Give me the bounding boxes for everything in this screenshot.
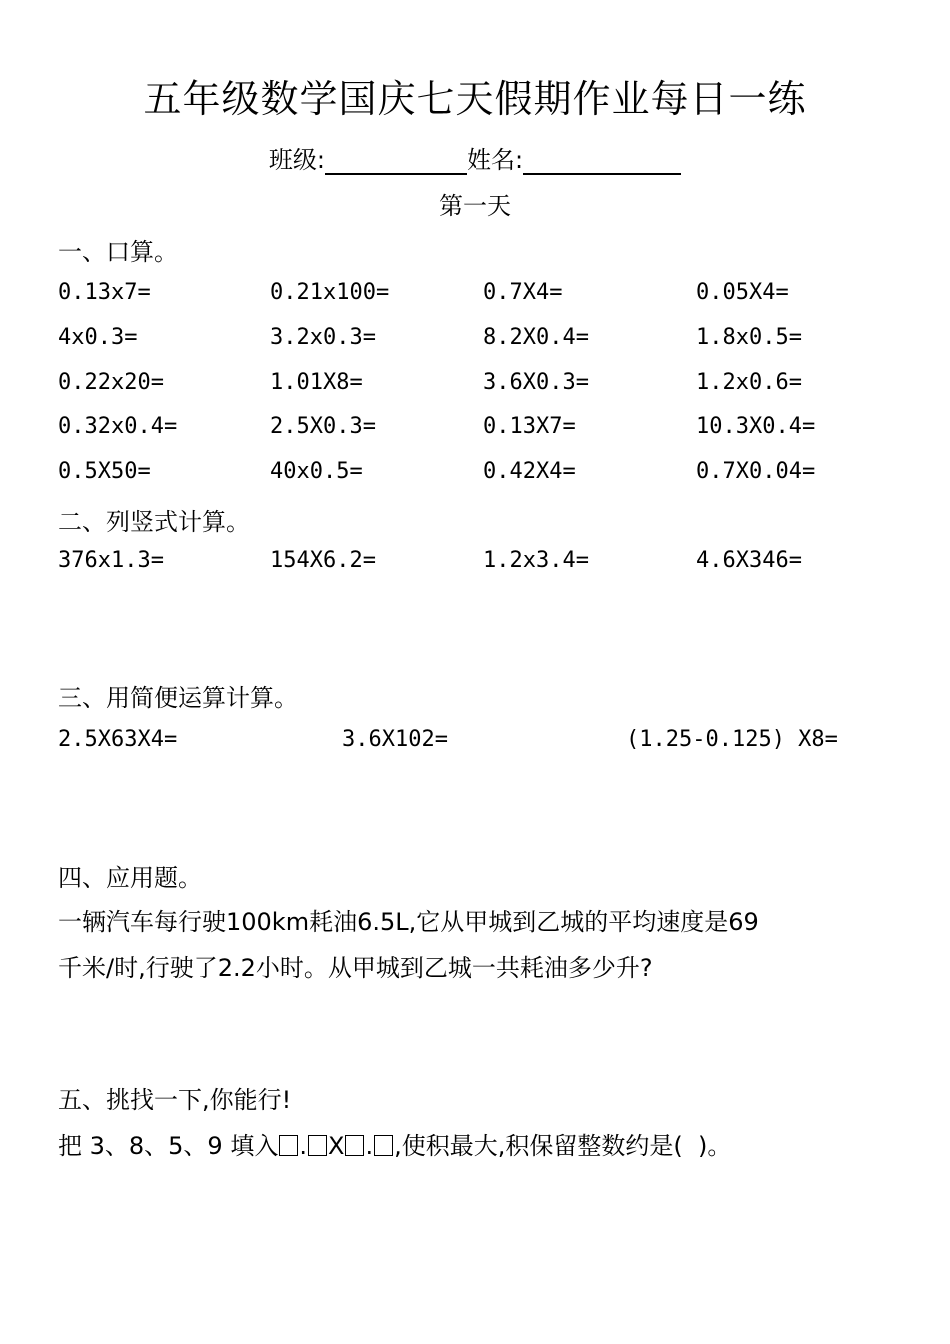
day-label: 第一天 [439,192,511,220]
vertical-problem: 4.6X346= [696,548,802,573]
simplify-problem: (1.25-0.125) X8= [626,727,838,752]
oral-problem: 3.2x0.3= [270,325,376,350]
class-label: 班级: [268,146,325,174]
oral-problem: 0.13X7= [483,414,576,439]
oral-problem: 0.21x100= [270,280,390,305]
oral-problem: 4x0.3= [58,325,138,350]
page-title: 五年级数学国庆七天假期作业每日一练 [143,77,807,121]
simplify-problem: 2.5X63X4= [58,727,178,752]
digit-box[interactable] [345,1135,364,1156]
oral-problem: 10.3X0.4= [696,414,816,439]
oral-problem: 0.7X4= [483,280,563,305]
vertical-problem: 376x1.3= [58,548,164,573]
name-blank[interactable] [523,147,681,175]
oral-problem: 1.8x0.5= [696,325,802,350]
digit-box[interactable] [308,1135,327,1156]
decimal-point: . [299,1132,307,1160]
section2-heading: 二、列竖式计算。 [58,508,250,536]
student-info-line [0,140,950,175]
section1-heading: 一、口算。 [58,238,178,266]
oral-problem: 0.5X50= [58,459,151,484]
oral-problem: 0.05X4= [696,280,789,305]
oral-problem: 2.5X0.3= [270,414,376,439]
section3-heading: 三、用简便运算计算。 [58,684,298,712]
section4-heading: 四、应用题。 [58,864,202,892]
digit-box[interactable] [374,1135,393,1156]
puzzle-line [58,1126,731,1161]
vertical-problem: 154X6.2= [270,548,376,573]
section5-heading: 五、挑找一下,你能行! [58,1086,292,1114]
oral-problem: 8.2X0.4= [483,325,589,350]
simplify-problem: 3.6X102= [342,727,448,752]
oral-problem: 1.01X8= [270,370,363,395]
oral-problem: 0.7X0.04= [696,459,816,484]
oral-problem: 40x0.5= [270,459,363,484]
oral-problem: 3.6X0.3= [483,370,589,395]
decimal-point: . [365,1132,374,1160]
digit-box[interactable] [279,1135,298,1156]
oral-problem: 0.32x0.4= [58,414,178,439]
class-blank[interactable] [325,147,467,175]
oral-problem: 0.22x20= [58,370,164,395]
word-problem-line: 千米/时,行驶了2.2小时。从甲城到乙城一共耗油多少升? [58,954,653,982]
name-label: 姓名: [467,146,524,174]
oral-problem: 0.42X4= [483,459,576,484]
word-problem-line: 一辆汽车每行驶100km耗油6.5L,它从甲城到乙城的平均速度是69 [58,908,759,936]
times-sign: X [327,1132,345,1160]
puzzle-suffix: ,使积最大,积保留整数约是( )。 [394,1132,732,1160]
puzzle-prefix: 把 3、8、5、9 填入 [58,1132,279,1160]
vertical-problem: 1.2x3.4= [483,548,589,573]
oral-problem: 1.2x0.6= [696,370,802,395]
oral-problem: 0.13x7= [58,280,151,305]
